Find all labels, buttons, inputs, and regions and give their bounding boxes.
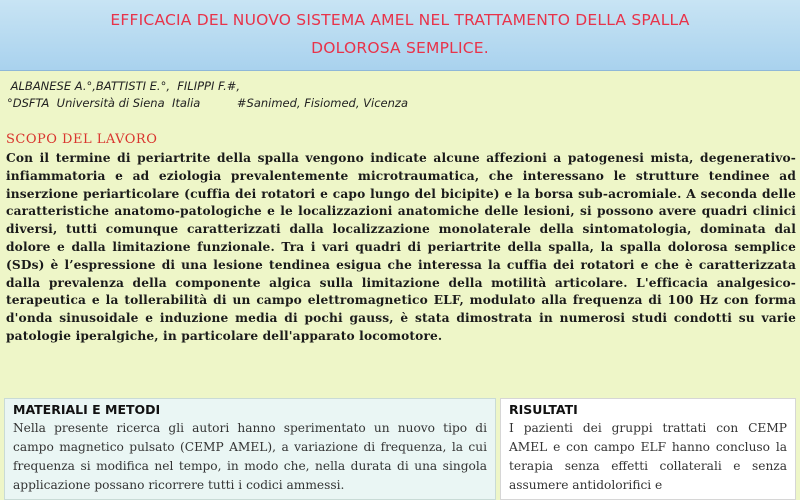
authors-names: ALBANESE A.°,BATTISTI E.°, FILIPPI F.#, — [7, 79, 241, 93]
methods-box — [4, 398, 496, 500]
scope-text: Con il termine di periartrite della spalla vengono indicate alcune affezioni a patogenesi mista, degenerativo-infiammatoria e ad eziologia prevalentemente microtraumatica, che interessano le strutture tendinee ad inserzione periarticolare (cuffia dei rotatori e capo lungo del bicipite) e la borsa sub-acromiale. A seconda delle caratteristiche anatomo-patologiche e le localizzazioni anatomiche delle lesioni, si possono avere quadri clinici diversi, tutti comunque caratterizzati dalla localizzazione monolaterale della sintomatologia, dominata dal dolore e dalla limitazione funzionale. Tra i vari quadri di periartrite della spalla, la spalla dolorosa semplice (SDs) è l’espressione di una lesione tendinea esigua che interessa la cuffia dei rotatori e che è caratterizzata dalla prevalenza della componente algica sulla limitazione della motilità articolare. L'efficacia analgesico-terapeutica e la tollerabilità di un campo elettromagnetico ELF, modulato alla frequenza di 100 Hz con forma d'onda sinusoidale e induzione media di pochi gauss, è stata dimostrata in numerosi studi condotti su varie patologie iperalgiche, in particolare dell'apparato locomotore. — [6, 151, 796, 343]
results-text: I pazienti dei gruppi trattati con CEMP AMEL e con campo ELF hanno concluso la terapia senza effetti collaterali e senza assumere antidolorifici e — [509, 421, 787, 492]
scope-heading: SCOPO DEL LAVORO — [6, 132, 158, 147]
authors-block — [7, 78, 408, 112]
poster-title-line-1: EFFICACIA DEL NUOVO SISTEMA AMEL NEL TRATTAMENTO DELLA SPALLA — [110, 11, 690, 29]
methods-text: Nella presente ricerca gli autori hanno sperimentato un nuovo tipo di campo magnetico pulsato (CEMP AMEL), a variazione di frequenza, la cui frequenza si modifica nel tempo, in modo che, nella durata di una singola applicazione possano ricorrere tutti i codici ammessi. — [13, 421, 487, 492]
results-heading: RISULTATI — [509, 402, 578, 417]
title-banner — [0, 0, 800, 71]
authors-affiliations: °DSFTA Università di Siena Italia #Sanimed, Fisiomed, Vicenza — [7, 96, 408, 110]
poster-title-line-2: DOLOROSA SEMPLICE. — [311, 39, 489, 57]
methods-heading: MATERIALI E METODI — [13, 402, 161, 417]
results-box — [500, 398, 796, 500]
